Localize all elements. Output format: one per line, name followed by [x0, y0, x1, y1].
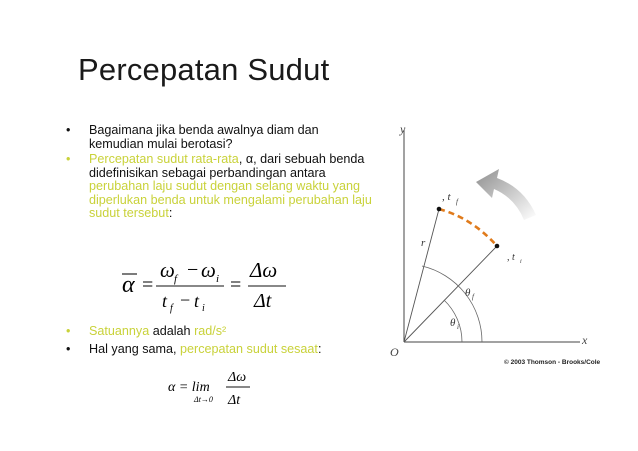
bullet-item — [66, 343, 399, 357]
highlight-text: Percepatan sudut rata-rata — [89, 152, 239, 166]
bullet-text: Bagaimana jika benda awalnya diam dan kemudian mulai berotasi? — [89, 123, 319, 151]
highlight-text: perubahan laju sudut dengan selang waktu yang diperlukan benda untuk mengalami perubahan laju sudut tersebut — [89, 179, 372, 220]
formula-sub-i: i — [216, 273, 220, 285]
bullet-text: adalah — [152, 324, 195, 338]
formula-minus2: − — [180, 290, 191, 310]
origin-label: O — [390, 345, 399, 359]
bullet-text: Hal yang sama, — [89, 342, 180, 356]
formula-equals2: = — [230, 274, 242, 296]
bullet-text: : — [168, 206, 173, 220]
formula-sub-i2: i — [202, 303, 205, 314]
formula-instant-limit: Δt→0 — [194, 395, 213, 404]
point-final — [437, 207, 442, 212]
y-axis-label: y — [400, 122, 406, 136]
formula-minus: − — [187, 259, 199, 281]
formula-equals: = — [142, 274, 154, 296]
bullet-item — [66, 124, 376, 151]
formula-t-i: t — [194, 291, 200, 311]
x-axis-label: x — [582, 333, 588, 347]
formula-instant-acceleration — [166, 367, 256, 409]
bullet-marker: • — [66, 123, 71, 137]
formula-omega-i: ω — [201, 258, 216, 282]
highlight-text: percepatan sudut sesaat — [180, 342, 318, 356]
rotation-direction-arrow — [476, 169, 536, 220]
bullet-item — [66, 153, 376, 221]
formula-instant-numerator: Δω — [228, 370, 247, 385]
label-theta-f-sub: f — [472, 293, 474, 301]
label-r: r — [421, 237, 426, 249]
highlight-text: Satuannya — [89, 324, 153, 338]
slide-title: Percepatan Sudut — [78, 52, 330, 87]
formula-average-acceleration — [116, 254, 316, 314]
formula-t-f: t — [162, 291, 168, 311]
bullet-item — [66, 325, 399, 339]
formula-delta-t: Δt — [254, 290, 272, 312]
formula-instant-denominator: Δt — [228, 393, 241, 408]
point-initial — [495, 244, 500, 249]
motion-arc — [439, 209, 497, 246]
bullet-text: , α, dari sebuah benda didefinisikan sebagai perbandingan antara — [89, 152, 365, 180]
formula-sub-f2: f — [170, 303, 173, 314]
formula-delta-omega: Δω — [250, 258, 278, 282]
formula-omega-f: ω — [160, 258, 175, 282]
label-theta-f: θ — [465, 287, 471, 299]
label-ti: , t — [507, 252, 515, 263]
label-ti-sub: i — [520, 259, 522, 265]
label-theta-i-sub: i — [457, 323, 459, 331]
bullet-text: : — [317, 342, 322, 356]
angular-motion-figure — [364, 118, 632, 378]
formula-alpha: α — [122, 272, 135, 298]
highlight-text: rad/s² — [194, 324, 227, 338]
radius-final — [404, 209, 439, 342]
bullet-list — [66, 124, 376, 223]
formula-instant-lhs: α = lim — [168, 380, 210, 395]
label-tf-sub: f — [456, 198, 458, 206]
bullet-marker: • — [66, 152, 71, 166]
figure-copyright: © 2003 Thomson - Brooks/Cole — [504, 359, 601, 366]
bullet-marker: • — [66, 342, 71, 356]
theta-f-arc — [422, 266, 482, 342]
formula-sub-f: f — [174, 273, 178, 285]
label-tf: , t — [442, 191, 451, 203]
bullet-marker: • — [66, 324, 71, 338]
label-theta-i: θ — [450, 317, 456, 329]
